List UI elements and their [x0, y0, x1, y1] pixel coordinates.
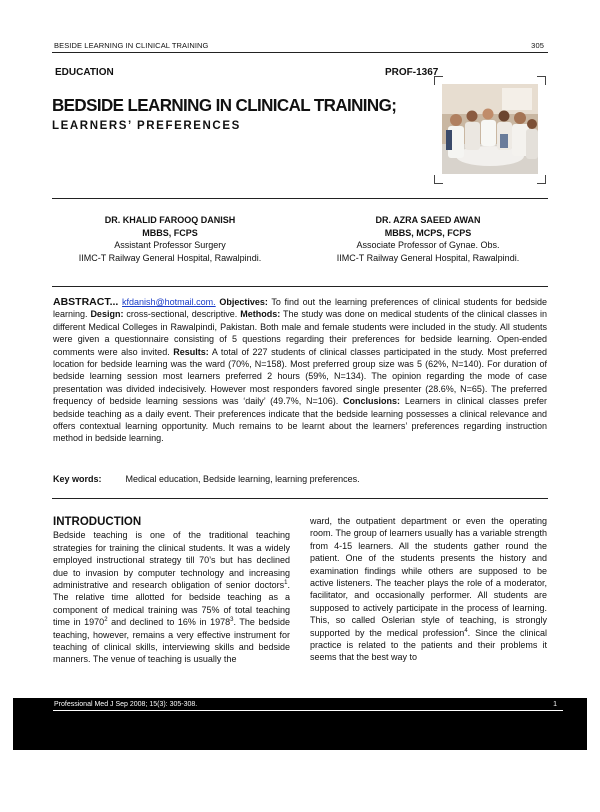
intro-paragraph: . The bedside teaching, however, remains a very effective instrument for teaching of clinical skills, interviewing skills and bedside manners. The venue of teaching is usually the [53, 617, 291, 665]
intro-paragraph: . Since the clinical practice is related to the patients and their problems it seems that the best way to [310, 627, 547, 663]
citation-ref: 3 [230, 617, 234, 624]
keywords-divider [52, 498, 548, 499]
author-affiliation: IIMC-T Railway General Hospital, Rawalpindi. [336, 252, 520, 263]
design-text: cross-sectional, descriptive. [126, 309, 238, 320]
footer-citation: Professional Med J Sep 2008; 15(3): 305-308. [54, 701, 198, 708]
section-label: EDUCATION [55, 67, 114, 78]
article-title: BEDSIDE LEARNING IN CLINICAL TRAINING; [52, 95, 397, 116]
footer-page-number: 1 [553, 701, 557, 708]
bedside-teaching-photo [442, 84, 538, 174]
intro-paragraph: . The relative time allotted for bedside teaching as a component of medical training was 75% of total teaching time in 1970 [53, 580, 290, 628]
citation-ref: 1 [284, 580, 288, 587]
abstract-heading: ABSTRACT... [53, 296, 119, 308]
author-position: Assistant Professor Surgery [114, 240, 226, 250]
running-head-page: 305 [531, 41, 544, 50]
photo-frame [434, 76, 546, 184]
conclusions-text: Learners in clinical classes prefer bedside teaching as a daily event. Their preferences indicate that the bedside learning possesses a clinical relevance and offers contextual learning opportunity. Much remains to be learnt about the learners’ preferences regarding instruction method in bedside learning. [53, 396, 547, 444]
results-label: Results: [173, 346, 209, 357]
article-subtitle: LEARNERS’ PREFERENCES [52, 120, 241, 132]
author-email-link[interactable]: kfdanish@hotmail.com. [122, 297, 216, 307]
objectives-label: Objectives: [219, 297, 268, 307]
keywords [53, 474, 360, 484]
methods-text: The study was done on medical students of the clinical classes in different Medical Colleges in Rawalpindi, Pakistan. Both male and female students were included in the study. All students were given a questionnaire consisting of 5 questions regarding their preferences for bedside learning. Open-ended comments were also invited. [53, 309, 547, 357]
header-divider [52, 198, 548, 199]
abstract [53, 296, 547, 445]
author-1 [50, 214, 290, 264]
results-text: A total of 227 students of clinical classes participated in the study. Most preferred location for bedside learning was the ward (70%, N=158). Most preferred group size was 5 (62%, N=140). For duration of bedside learning session most learners preferred 2 hours (59%, N=134). The opinion regarding the mode of case presentation was divided indecisively. However most responders favored single presenter (28.6%, N=65). The preferred frequency of bedside learning sessions was ‘daily’ (49.7%, N=106). [53, 346, 547, 407]
design-label: Design: [90, 309, 124, 320]
citation-ref: 4 [464, 627, 468, 634]
methods-label: Methods: [240, 309, 281, 320]
intro-paragraph: ward, the outpatient department or even the operating room. The group of learners usually has a variable strength from 4-15 learners. All the students gather round the patient. One of the students presents the history and examination findings while others are supposed to be active listeners. The teacher plays the role of a moderator, facilitator, and occasionally performer. All students are supposed to actively participate in the process of learning. This, so called Oslerian style of teaching, is strongly supported by the medical profession [310, 516, 547, 638]
author-name: DR. KHALID FAROOQ DANISH [104, 215, 236, 225]
intro-column-right [310, 515, 547, 664]
author-name: DR. AZRA SAEED AWAN [375, 215, 481, 225]
running-head [52, 40, 548, 53]
running-head-title: BESIDE LEARNING IN CLINICAL TRAINING [54, 41, 209, 50]
intro-paragraph: and declined to 16% in 1978 [107, 617, 231, 628]
author-position: Associate Professor of Gynae. Obs. [356, 240, 500, 250]
article-code: PROF-1367 [385, 67, 439, 78]
author-degrees: MBBS, MCPS, FCPS [384, 227, 472, 238]
intro-paragraph: Bedside teaching is one of the traditional teaching strategies for training the clinical students. It was a widely employed instructional strategy till 70’s but has declined due to invasion by computer technology and increasing administrative and research obligation of senior doctors [53, 530, 290, 591]
footer-band [13, 698, 587, 750]
author-2 [308, 214, 548, 264]
objectives-text: To find out the learning preferences of clinical students for bedside learning. [53, 297, 547, 320]
intro-heading: INTRODUCTION [53, 516, 142, 528]
author-degrees: MBBS, FCPS [142, 227, 198, 238]
keywords-label: Key words: [53, 474, 102, 484]
author-affiliation: IIMC-T Railway General Hospital, Rawalpindi. [78, 252, 262, 263]
citation-ref: 2 [104, 617, 108, 624]
conclusions-label: Conclusions: [343, 396, 401, 407]
footer-rule [53, 710, 563, 711]
intro-column-left [53, 516, 290, 666]
authors-divider [52, 286, 548, 287]
keywords-text: Medical education, Bedside learning, learning preferences. [125, 474, 360, 484]
